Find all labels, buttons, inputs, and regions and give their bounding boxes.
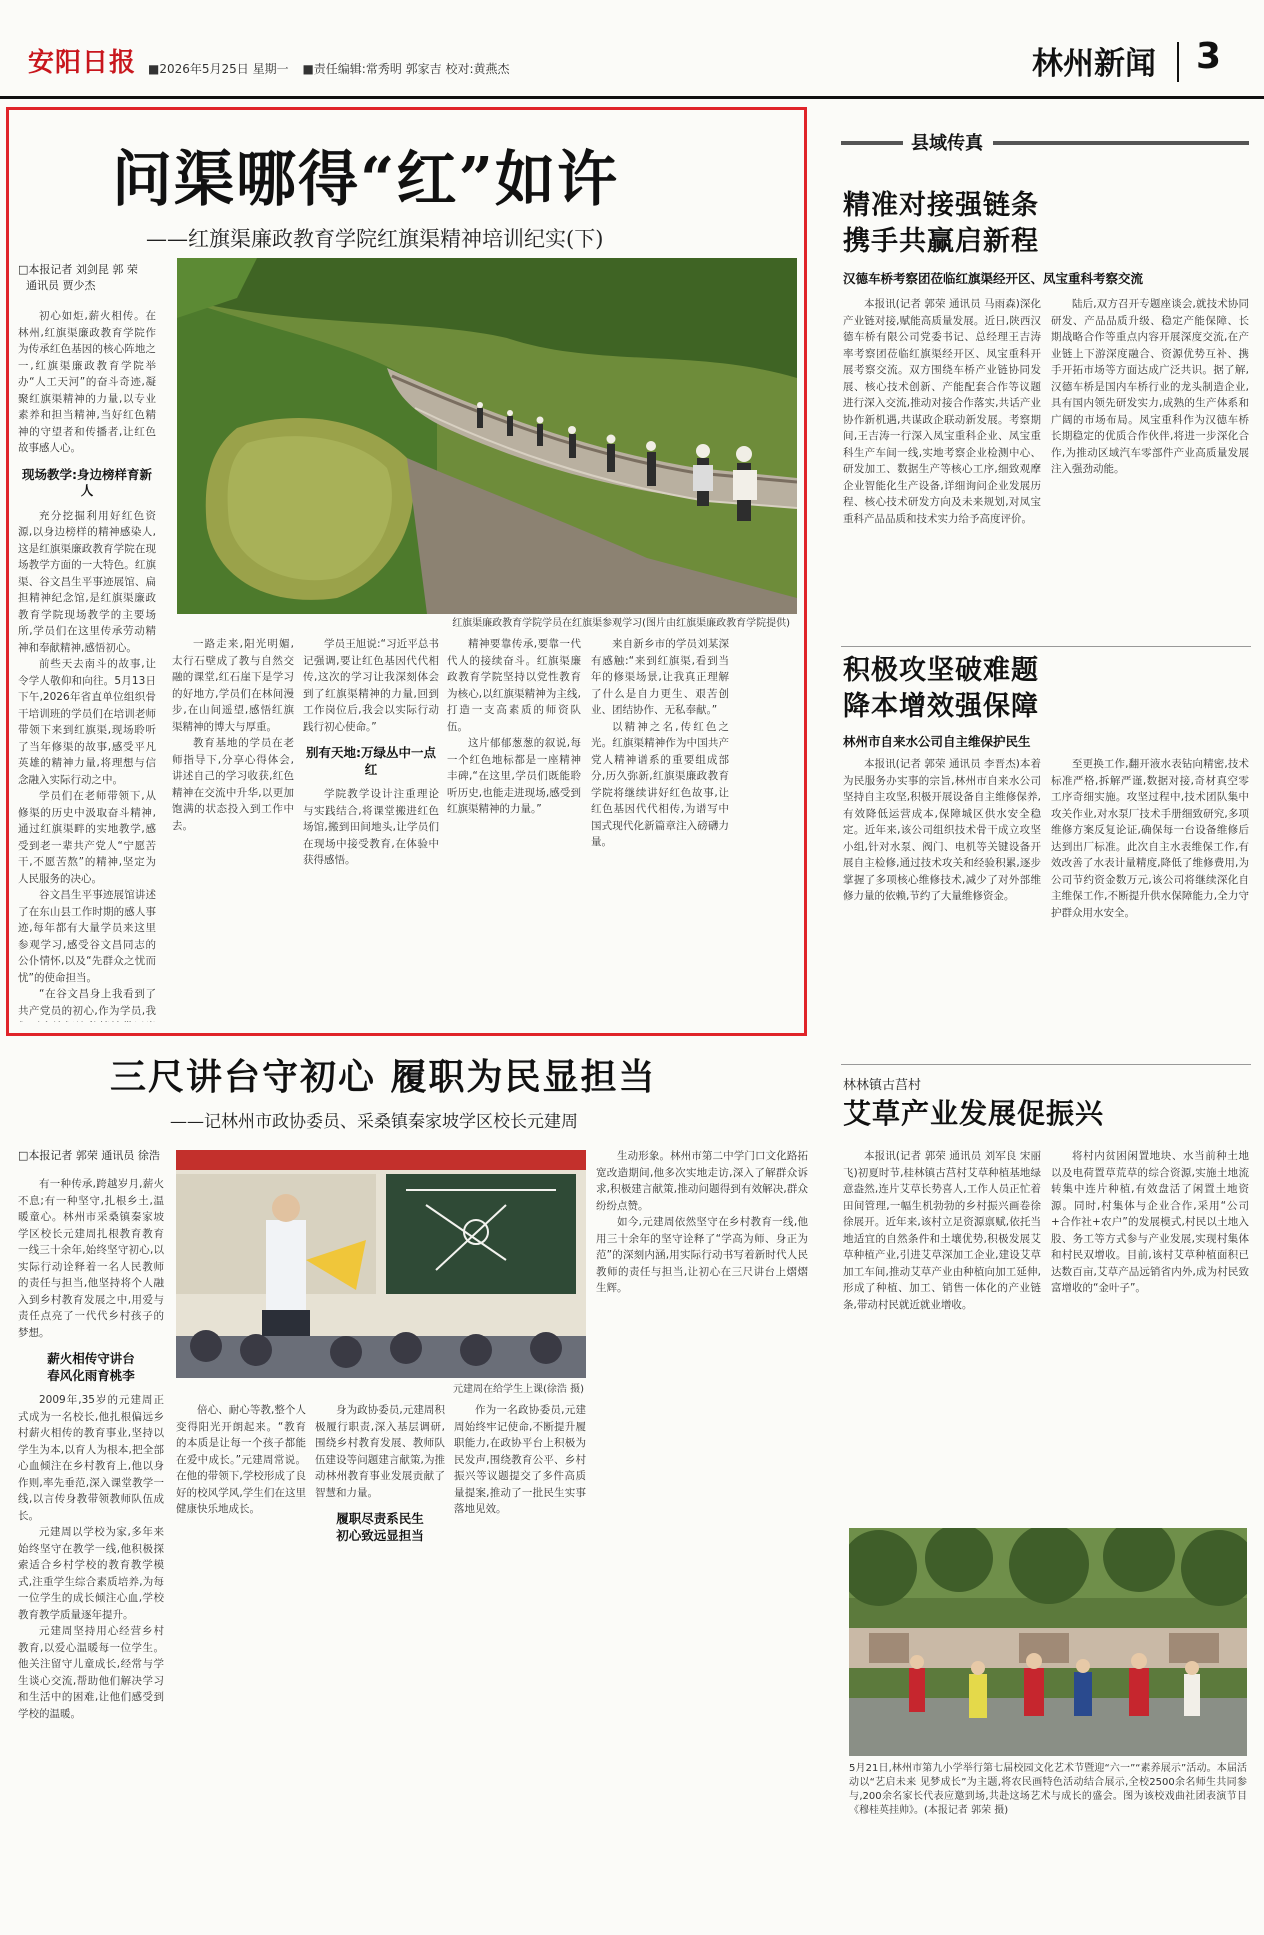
second-col-1: □本报记者 郭荣 通讯员 徐浩 有一种传承,跨越岁月,薪火不息;有一种坚守,扎根乡土,温暖童心。林州市采桑镇秦家坡学区校长元建周扎根教育教育一线三十余年,始终坚守初心,以实际行动诠释着一名人民教师的责任与担当,他坚持将个人融入到乡村教育发展之中,用爱与责任点亮了一代代乡村孩子的梦想。 薪火相传守讲台 春风化雨育桃李 2009年,35岁的元建周正式成为一名校长,他扎根偏远乡村薪火相传的教育事业,坚持以学生为本,以育人为根本,把全部心血倾注在乡村教育上,他以身作则,率先垂范,深入课堂教学一线,以言传身教带领教师队伍成长。 元建周以学校为家,多年来始终坚守在教学一线,他积极探索适合乡村学校的教育教学模式,注重学生综合素质培养,为每一位学生的成长倾注心血,学校教育教学质量逐年提升。 元建周坚持用心经营乡村教育,以爱心温暖每一位学生。他关注留守儿童成长,经常与学生谈心交流,帮助他们解决学习和生活中的困难,让他们感受到学校的温暖。 [18,1149,164,1720]
issue-meta [148,60,520,77]
right-a2-title-1[interactable]: 积极攻坚破难题 [843,655,1039,686]
lead-para: 谷文昌生平事迹展馆讲述了在东山县工作时期的感人事迹,每年都有大量学员来这里参观学习,感受谷文昌同志的公仆情怀,以及“先群众之忧而忧”的使命担当。 [18,889,156,984]
teacher-photo [176,1150,586,1378]
lead-feature-subtitle: ——红旗渠廉政教育学院红旗渠精神培训纪实(下) [146,227,604,251]
county-news-tag [841,129,1249,155]
lead-para: 以精神之名,传红色之光。红旗渠精神作为中国共产党人精神谱系的重要组成部分,历久弥新,红旗渠廉政教育学院将继续讲好红色故事,让红色基因代代相传,为谱写中国式现代化新篇章注入磅礴力量。 [591,720,729,848]
right-a1-title-1[interactable]: 精准对接强链条 [843,190,1039,221]
lead-para: 充分挖掘利用好红色资源,以身边榜样的精神感染人,这是红旗渠廉政教育学院在现场教学方面的一大特色。红旗渠、谷文昌生平事迹展馆、扁担精神纪念馆,是红旗渠廉政教育学院现场教学的主要场所,学员们在这里传承劳动精神和奉献精神,感悟初心。 [18,509,156,654]
canal-walkers-image [177,258,797,614]
school-photo-caption: 5月21日,林州市第九小学举行第七届校园文化艺术节暨迎“六一”“素养展示”活动。本届活动以“艺启未来 见梦成长”为主题,将农民画特色活动结合展示,全校2500余名师生共同参与,200余名家长代表应邀到场,共赴这场艺术与成长的盛会。图为该校戏曲社团表演节目《穆桂英挂帅》。(本报记者 郭荣 摄) [849,1763,1247,1816]
page-number: 3 [1196,36,1222,77]
second-feature-title[interactable]: 三尺讲台守初心 履职为民显担当 [110,1056,657,1098]
lead-feature-title[interactable]: 问渠哪得“红”如许 [112,145,620,215]
lead-para: 前些天去南斗的故事,让令学人敬仰和向往。5月13日下午,2026年省直单位组织骨干培训班的学员们在培训老师带领下来到红旗渠,现场聆听了当年修渠的故事,感受平凡英雄的精神力量,将理想与信念融入实际行动之中。 [18,658,156,786]
right-a1-col-2: 陆后,双方召开专题座谈会,就技术协同研发、产品品质升级、稳定产能保障、长期战略合作等重点内容开展深度交流,在产业链上下游深度融合、资源优势互补、携手开拓市场等方面达成广泛共识。据了解,汉德车桥是国内车桥行业的龙头制造企业,具有国内领先研发实力,成熟的生产体系和广阔的市场布局。凤宝重科作为汉德车桥长期稳定的优质合作伙伴,将进一步深化合作,为推动区域汽车零部件产业高质量发展注入强劲动能。 [1051,298,1249,475]
masthead-divider [1177,42,1179,82]
county-news-label: 县域传真 [911,133,983,154]
lead-para: “在谷文昌身上我看到了共产党员的初心,作为学员,我 [18,988,156,1017]
issue-editors: ■责任编辑:常秀明 郭家吉 校对:黄燕杰 [302,62,510,76]
lead-col-1 [18,262,156,1022]
right-a2-col-1: 本报讯(记者 郭荣 通讯员 李晋杰)本着为民服务办实事的宗旨,林州市自来水公司坚持自主攻坚,积极开展设备自主维修保养,有效降低运营成本,保障城区供水安全稳定。近年来,该公司组织技术骨干成立攻坚小组,针对水泵、阀门、电机等关键设备开展自主检修,通过技术攻关和经验积累,逐步掌握了多项核心维修技术,减少了对外部维修力量的依赖,节约了大量维修资金。 [843,758,1041,902]
masthead-rule [0,96,1264,99]
lead-para: 学院教学设计注重理论与实践结合,将课堂搬进红色场馆,搬到田间地头,让学员们在现场中接受教育,在体验中获得感悟。 [303,788,439,866]
right-a2-title-2[interactable]: 降本增效强保障 [843,691,1039,722]
lead-col-5 [591,636,729,1028]
lead-para: 精神要靠传承,要靠一代代人的接续奋斗。红旗渠廉政教育学院坚持以党性教育为核心,以红旗渠精神为主线,打造一支高素质的师资队伍。 [447,638,581,733]
lead-subhead-2: 别有天地:万绿丛中一点红 [306,745,436,777]
lead-photo [177,258,797,614]
right-a3-col-2: 将村内贫困闲置地块、水当前种土地以及电荷置草荒草的综合资源,实施土地流转集中连片种植,有效盘活了闲置土地资源。同时,村集体与企业合作,采用“公司+合作社+农户”的发展模式,村民以土地入股、务工等方式参与产业发展,实现村集体和村民双增收。目前,该村艾草种植面积已达数百亩,艾草产品远销省内外,成为村民致富增收的“金叶子”。 [1051,1150,1249,1294]
right-a2-subtitle: 林州市自来水公司自主维保护民生 [843,734,1031,749]
second-col-3: 身为政协委员,元建周积极履行职责,深入基层调研,围绕乡村教育发展、教师队伍建设等问题建言献策,为推动林州教育事业发展贡献了智慧和力量。 履职尽责系民生 初心致远显担当 [315,1404,445,1543]
lead-photo-caption: 红旗渠廉政教育学院学员在红旗渠参观学习(图片由红旗渠廉政教育学院提供) [452,618,790,629]
newspaper-logo: 安阳日报 [28,48,137,78]
second-col-2: 倍心、耐心等教,整个人变得阳光开朗起来。“教育的本质是让每一个孩子都能在爱中成长。”元建周常说。在他的带领下,学校形成了良好的校风学风,学生们在这里健康快乐地成长。 [176,1404,306,1515]
second-col-4: 作为一名政协委员,元建周始终牢记使命,不断提升履职能力,在政协平台上积极为民发声,围绕教育公平、乡村振兴等议题提交了多件高质量提案,推动了一批民生实事落地见效。 [454,1404,586,1515]
lead-para: 来自新乡市的学员刘某深有感触:“来到红旗渠,看到当年的修渠场景,让我真正理解了什么是自力更生、艰苦创业、团结协作、无私奉献。” [591,638,729,716]
lead-para: 学员王旭说:“习近平总书记强调,要让红色基因代代相传,这次的学习让我深刻体会到了红旗渠精神的力量,回到工作岗位后,我会以实际行动践行初心使命。” [303,638,439,733]
lead-para: 教育基地的学员在老师指导下,分享心得体会,讲述自己的学习收获,红色精神在交流中升华,以更加饱满的状态投入到工作中去。 [172,737,294,832]
lead-col-4 [447,636,581,1028]
second-subhead-1: 薪火相传守讲台 春风化雨育桃李 [47,1351,135,1383]
right-a3-col-1: 本报讯(记者 郭荣 通讯员 刘军良 宋丽飞)初夏时节,桂林镇古莒村艾草种植基地绿意盎然,连片艾草长势喜人,工作人员正忙着田间管理,一幅生机勃勃的乡村振兴画卷徐徐展开。近年来,该村立足资源禀赋,依托当地适宜的自然条件和土壤优势,积极发展艾草种植产业,引进艾草深加工企业,建设艾草加工车间,推动艾草产业由种植向加工延伸,形成了种植、加工、销售一体化的产业链条,带动村民就近就业增收。 [843,1150,1041,1311]
right-a1-col-1: 本报讯(记者 郭荣 通讯员 马雨森)深化产业链对接,赋能高质量发展。近日,陕西汉德车桥有限公司党委书记、总经理王吉涛率考察团莅临红旗渠经开区、凤宝重科开展考察交流。双方围绕车桥产业链协同发展、核心技术创新、产能配套合作等议题进行深入交流,推动对接合作落实,共话产业协作新机遇,共谋政企联动新发展。考察期间,王吉涛一行深入凤宝重科企业、凤宝重科生产车间一线,实地考察企业检测中心、研发加工、数据生产等核心工序,细致观摩企业智能化生产设备,详细询问企业发展历程、核心技术研发方向及未来规划,对凤宝重科产品品质和技术实力给予高度评价。 [843,298,1041,525]
teacher-photo-caption: 元建周在给学生上课(徐浩 摄) [453,1384,584,1395]
right-a1-subtitle: 汉德车桥考察团莅临红旗渠经开区、凤宝重科考察交流 [843,271,1144,286]
lead-para: 学员们在老师带领下,从修渠的历史中汲取奋斗精神,通过红旗渠畔的实地教学,感受到老一辈共产党人“宁愿苦干,不愿苦熬”的精神,坚定为人民服务的决心。 [18,790,156,885]
lead-intro: 初心如炬,薪火相传。在林州,红旗渠廉政教育学院作为传承红色基因的核心阵地之一,红旗渠廉政教育学院举办“人工天河”的奋斗奇迹,凝聚红旗渠精神的力量,以专业素养和担当精神,当好红色精神的守望者和传播者,让红色故事感人心。 [18,310,156,454]
second-intro: 有一种传承,跨越岁月,薪火不息;有一种坚守,扎根乡土,温暖童心。林州市采桑镇秦家坡学区校长元建周扎根教育教育一线三十余年,始终坚守初心,以实际行动诠释着一名人民教师的责任与担当,他坚持将个人融入到乡村教育发展之中,用爱与责任点亮了一代代乡村孩子的梦想。 [18,1178,164,1339]
section-name: 林州新闻 [1032,46,1156,82]
lead-col-3 [303,636,439,1028]
classroom-image [176,1150,586,1378]
right-a2-col-2: 至更换工作,翻开液水表钻向精密,技术标准严格,拆解严谨,数据对接,奇材真空零工序奇细实施。攻坚过程中,技术团队集中攻关作业,对水泵厂技术手册细致研究,多项维修方案反复论证,确保每一台设备维修后达到出厂标准。此次自主水表维保工作,有效改善了水表计量精度,降低了维修费用,为公司节约资金数万元,该公司将继续深化自主维保工作,不断提升供水保障能力,全力守护群众用水安全。 [1051,758,1249,919]
second-subhead-2: 履职尽责系民生 初心致远显担当 [336,1511,424,1543]
second-byline: □本报记者 郭荣 通讯员 徐浩 [18,1149,160,1162]
school-performance-photo [849,1528,1247,1756]
second-col-5: 生动形象。林州市第二中学门口文化路拓宽改造期间,他多次实地走访,深入了解群众诉求,积极建言献策,推动问题得到有效解决,群众纷纷点赞。 如今,元建周依然坚守在乡村教育一线,他用三十余年的坚守诠释了“学高为师、身正为范”的深刻内涵,用实际行动书写着新时代人民教师的责任与担当,让初心在三尺讲台上熠熠生辉。 [596,1150,808,1294]
right-a3-title[interactable]: 艾草产业发展促振兴 [843,1097,1105,1130]
masthead [0,0,1264,100]
right-a3-kicker: 林林镇古莒村 [843,1078,922,1093]
lead-subhead-1: 现场教学:身边榜样育新人 [22,466,152,498]
second-feature-subtitle: ——记林州市政协委员、采桑镇秦家坡学区校长元建周 [170,1112,578,1132]
right-a1-title-2[interactable]: 携手共赢启新程 [843,226,1039,257]
issue-date: ■2026年5月25日 星期一 [148,62,289,76]
school-stage-image [849,1528,1247,1756]
lead-col-2 [172,636,294,1028]
lead-byline: □本报记者 刘剑昆 郭 荣 通讯员 贾少杰 [18,263,138,292]
lead-para: 一路走来,阳光明媚,太行石壁成了教与自然交融的课堂,红石崖下是学习的好地方,学员们在林间漫步,在山间遥望,感悟红旗渠精神的博大与厚重。 [172,638,294,733]
lead-para: 这片郁郁葱葱的叙说,每一个红色地标都是一座精神丰碑,“在这里,学员们既能聆听历史,也能走进现场,感受到红旗渠精神的力量。” [447,737,581,815]
